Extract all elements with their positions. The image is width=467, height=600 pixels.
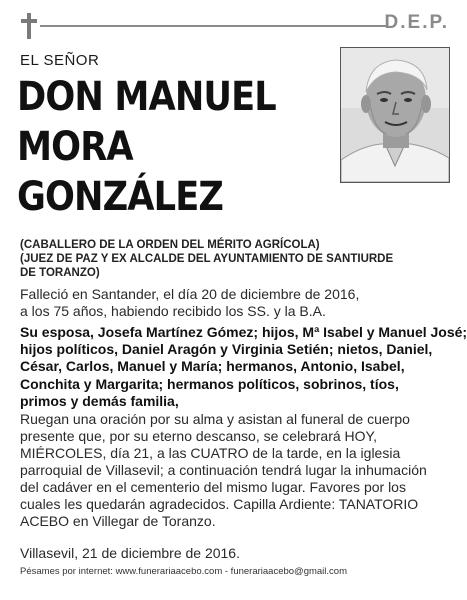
request-line: presente que, por su eterno descanso, se celebrará HOY, bbox=[20, 428, 377, 444]
family-line: Su esposa, Josefa Martínez Gómez; hijos, Mª Isabel y Manuel José; bbox=[20, 324, 467, 340]
place-date: Villasevil, 21 de diciembre de 2016. bbox=[20, 545, 240, 561]
request-line: cuales les quedarán agradecidos. Capilla Ardiente: TANATORIO bbox=[20, 496, 419, 512]
request-line: parroquial de Villasevil; a continuación tendrá lugar la inhumación bbox=[20, 462, 427, 478]
dep-label: D.E.P. bbox=[384, 12, 449, 33]
family-line: Conchita y Margarita; hermanos políticos, sobrinos, tíos, bbox=[20, 375, 399, 392]
intro-label: EL SEÑOR bbox=[20, 52, 100, 69]
honorific-titles bbox=[20, 238, 440, 280]
request-line: MIÉRCOLES, día 21, a las CUATRO de la tarde, en la iglesia bbox=[20, 445, 401, 461]
condolences-footer: Pésames por internet: www.funerariaacebo.com - funerariaacebo@gmail.com bbox=[20, 566, 347, 577]
title-line: DE TORANZO) bbox=[20, 267, 100, 279]
name-line-2: MORA bbox=[17, 124, 133, 170]
family-list bbox=[20, 324, 467, 410]
title-line: (JUEZ DE PAZ Y EX ALCALDE DEL AYUNTAMIENTO DE SANTIURDE bbox=[20, 253, 394, 265]
family-line: hijos políticos, Daniel Aragón y Virginia Setién; nietos, Daniel, bbox=[20, 341, 433, 358]
death-notice-line: Falleció en Santander, el día 20 de diciembre de 2016, bbox=[20, 286, 360, 302]
deceased-name bbox=[17, 72, 299, 222]
header-rule bbox=[40, 25, 386, 27]
request-line: ACEBO en Villegar de Toranzo. bbox=[20, 513, 216, 529]
name-line-1: DON MANUEL bbox=[17, 74, 276, 120]
request-line: Ruegan una oración por su alma y asistan al funeral de cuerpo bbox=[20, 411, 410, 427]
family-line: primos y demás familia, bbox=[20, 392, 179, 409]
name-line-3: GONZÁLEZ bbox=[17, 174, 224, 220]
title-line: (CABALLERO DE LA ORDEN DEL MÉRITO AGRÍCOLA) bbox=[20, 239, 320, 251]
family-line: César, Carlos, Manuel y María; hermanos, Antonio, Isabel, bbox=[20, 358, 405, 375]
funeral-request bbox=[20, 411, 450, 530]
cross-icon bbox=[20, 13, 38, 39]
death-notice bbox=[20, 286, 450, 320]
portrait-image bbox=[341, 48, 449, 182]
death-notice-line: a los 75 años, habiendo recibido los SS. y la B.A. bbox=[20, 303, 326, 319]
request-line: del cadáver en el cementerio del mismo lugar. Favores por los bbox=[20, 479, 406, 495]
portrait-photo bbox=[340, 47, 450, 183]
